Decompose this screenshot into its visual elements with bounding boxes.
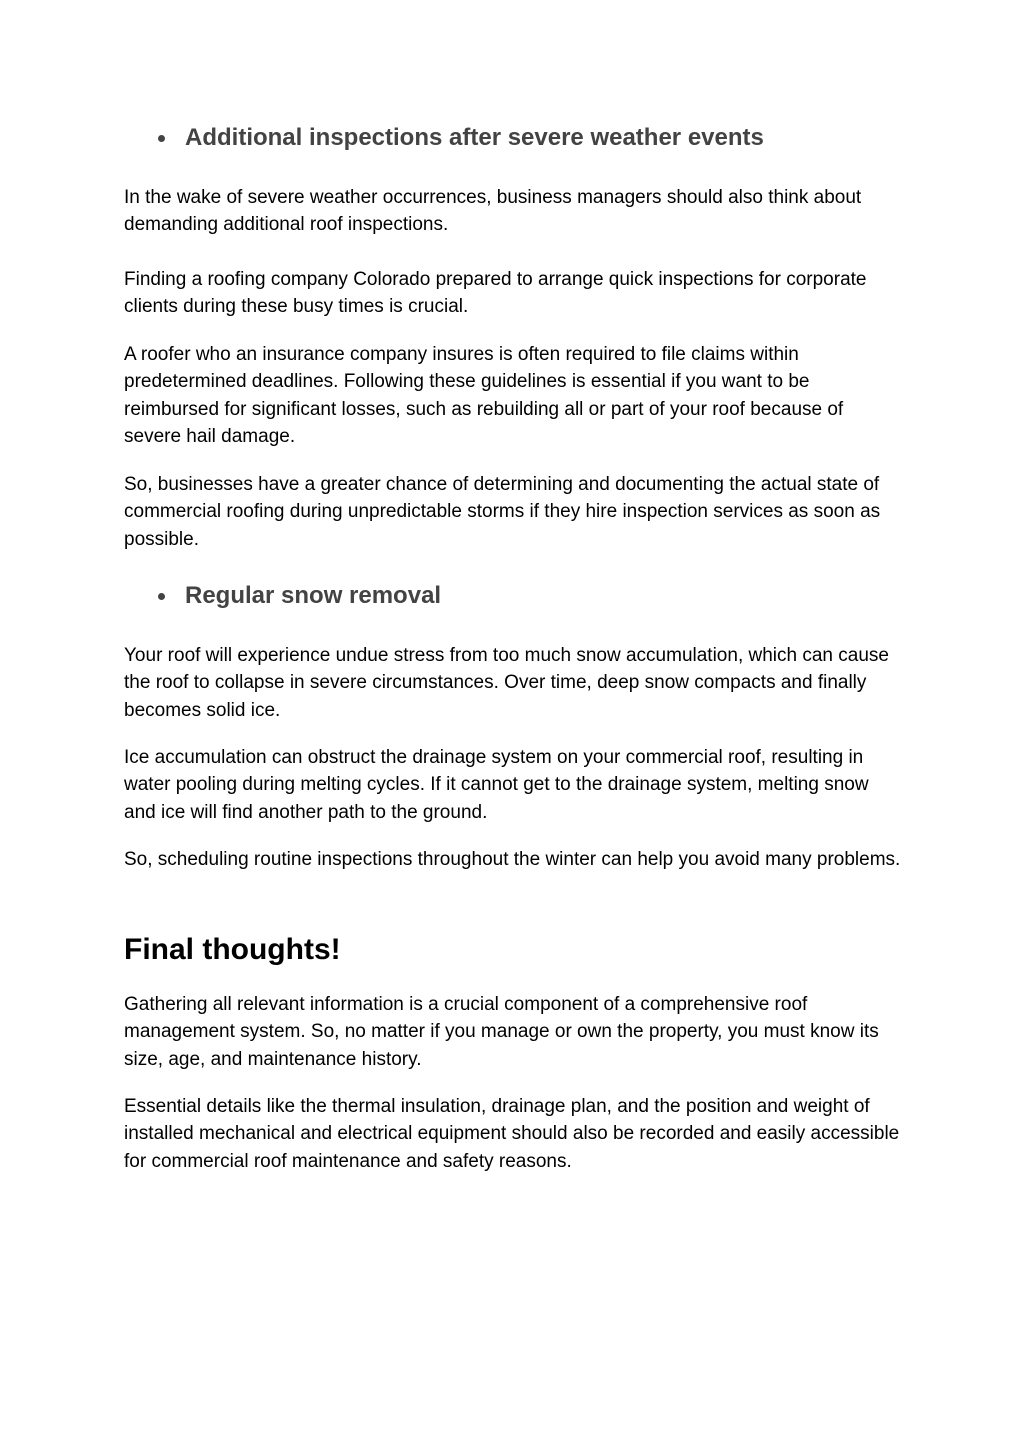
paragraph: In the wake of severe weather occurrences, business managers should also think about demanding additional roof inspections. <box>124 187 862 236</box>
paragraph: So, businesses have a greater chance of determining and documenting the actual state of commercial roofing during unpredictable storms if they hire inspection services as soon as possible. <box>124 474 881 550</box>
paragraph: A roofer who an insurance company insures is often required to file claims within predetermined deadlines. Following these guidelines is essential if you want to be reimbursed for significant losses, such as rebuilding all or part of your roof because of severe hail damage. <box>124 344 844 447</box>
paragraph: Ice accumulation can obstruct the drainage system on your commercial roof, resulting in water pooling during melting cycles. If it cannot get to the drainage system, melting snow and ice will find another path to the ground. <box>124 747 869 823</box>
bullet-heading-text: Regular snow removal <box>185 582 442 609</box>
paragraph: Your roof will experience undue stress from too much snow accumulation, which can cause the roof to collapse in severe circumstances. Over time, deep snow compacts and finally becomes solid ice. <box>124 645 889 721</box>
bullet-dot-icon <box>158 593 165 600</box>
section-heading: Final thoughts! <box>124 933 341 966</box>
paragraph: So, scheduling routine inspections throughout the winter can help you avoid many problems. <box>124 849 901 870</box>
paragraph: Finding a roofing company Colorado prepared to arrange quick inspections for corporate clients during these busy times is crucial. <box>124 269 867 318</box>
bullet-heading-text: Additional inspections after severe weather events <box>185 124 764 151</box>
paragraph: Essential details like the thermal insulation, drainage plan, and the position and weight of installed mechanical and electrical equipment should also be recorded and easily accessible for commercial roof maintenance and safety reasons. <box>124 1096 900 1172</box>
paragraph: Gathering all relevant information is a crucial component of a comprehensive roof management system. So, no matter if you manage or own the property, you must know its size, age, and maintenance history. <box>124 994 879 1070</box>
bullet-dot-icon <box>158 135 165 142</box>
